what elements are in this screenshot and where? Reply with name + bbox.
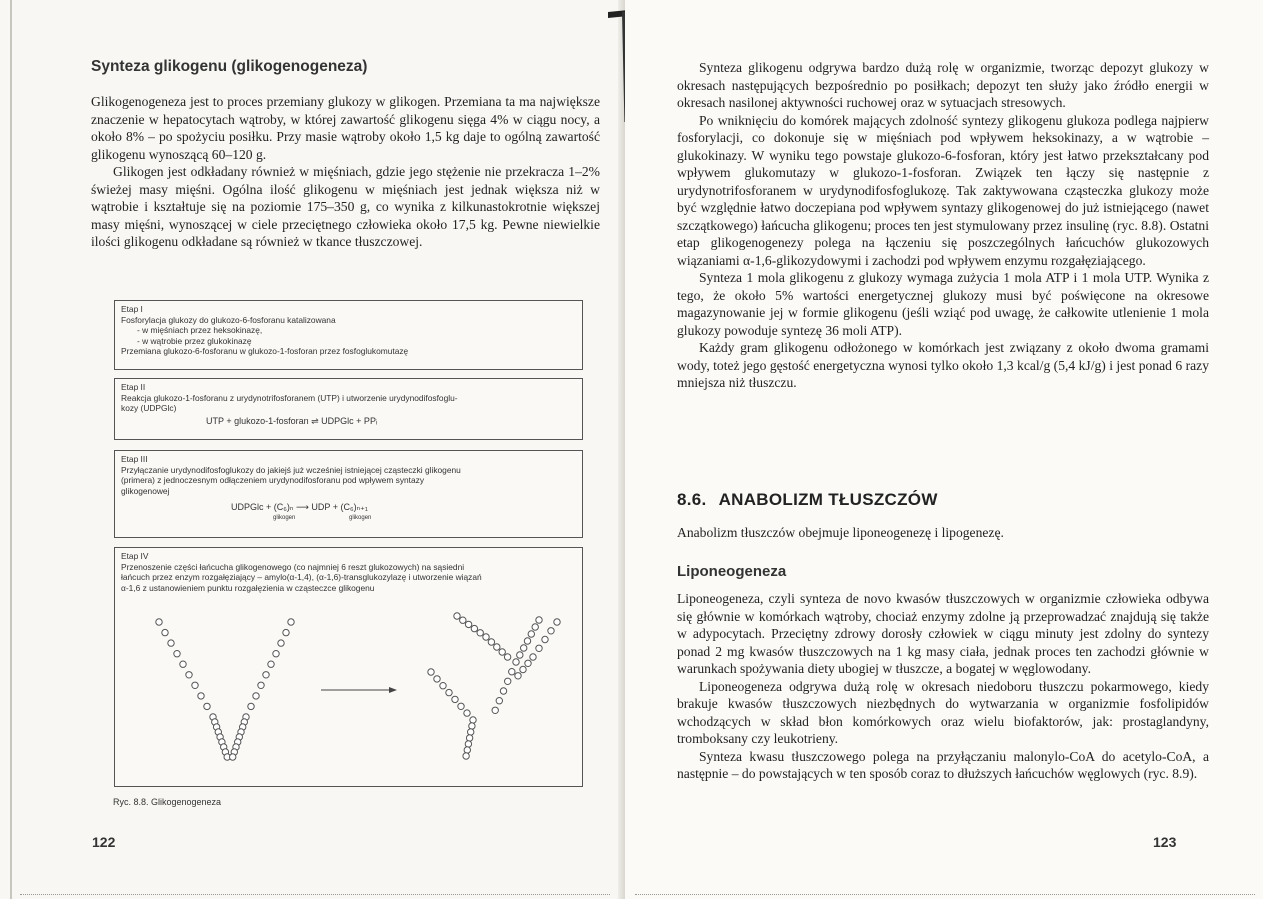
glucose-residue — [524, 638, 530, 644]
glucose-residue — [156, 619, 162, 625]
glucose-residue — [464, 710, 470, 716]
stage-line: - w wątrobie przez glukokinazę — [137, 335, 252, 346]
glucose-residue — [168, 640, 174, 646]
glucose-residue — [492, 707, 498, 713]
glucose-residue — [483, 634, 489, 640]
glucose-residue — [434, 676, 440, 682]
glucose-residue — [180, 661, 186, 667]
glucose-residue — [499, 649, 505, 655]
glucose-residue — [230, 754, 236, 760]
glycogen-before-branching — [156, 619, 294, 760]
glucose-residue — [278, 640, 284, 646]
glucose-residue — [460, 617, 466, 623]
paragraph: Po wniknięciu do komórek mających zdolność syntezy glikogenu glukoza podlega najpierw fosforylacji, co dokonuje się w mięśniach pod wpływem heksokinazy, a w wątrobie – glukokinazy. W wyniku tego powstaje glukozo-6-fosforan, który jest łatwo przekształcany pod wpływem glukomutazy w glukozo-1-fosforan. Związek ten łączy się następnie z urydynotrifosforanem w urydynodifosfoglukozę. Tak zaktywowana cząsteczka glukozy może być względnie łatwo doczepiana pod wpływem syntazy glikogenowej do już istniejącego (nawet szczątkowego) łańcucha glikogenu; proces ten jest stymulowany przez insulinę (ryc. 8.8). Ostatni etap glikogenogenezy polega na łączeniu się poszczególnych łańcuchów glukozowych wiązaniami α-1,6-glikozydowymi i zachodzi pod wpływem enzymu rozgałęziającego. — [677, 112, 1209, 268]
section-title-glycogen-synthesis: Synteza glikogenu (glikogenogeneza) — [91, 58, 368, 75]
glucose-residue — [488, 639, 494, 645]
glucose-residue — [520, 666, 526, 672]
stage-line: Fosforylacja glukozy do glukozo-6-fosforanu katalizowana — [121, 314, 336, 325]
stage-3-box — [114, 450, 583, 538]
glucose-residue — [428, 669, 434, 675]
glucose-residue — [517, 652, 523, 658]
stage-line: Przemiana glukozo-6-fosforanu w glukozo-1-fosforan przez fosfoglukomutazę — [121, 346, 409, 356]
glycogen-branching-diagram — [121, 602, 576, 782]
glucose-residue — [465, 621, 471, 627]
figure-caption: Ryc. 8.8. Glikogenogeneza — [113, 797, 222, 807]
glucose-residue — [273, 651, 279, 657]
glucose-residue — [504, 654, 510, 660]
glucose-residue — [464, 747, 470, 753]
stage-title: Etap III — [121, 454, 148, 464]
paragraph: Glikogen jest odkładany również w mięśniach, gdzie jego stężenie nie przekracza 1–2% świeżej masy mięśni. Ogólna ilość glikogenu w mięśniach jest jednak większa niż w wątrobie i kształtuje się na poziomie 175–350 g, co wynika z kilkunastokrotnie większej masy mięśni, wynoszącej w ciele przeciętnego człowieka około 17,5 kg. Pewne niewielkie ilości glikogenu odkładane są również w tkance tłuszczowej. — [91, 164, 600, 249]
glucose-residue — [500, 688, 506, 694]
liponeogenesis-text — [677, 590, 1209, 783]
stage-line: - w mięśniach przez heksokinazę, — [137, 325, 263, 335]
glucose-residue — [530, 654, 536, 660]
stage-title: Etap I — [121, 304, 143, 314]
bottom-dotted-edge — [635, 893, 1255, 895]
glucose-residue — [554, 619, 560, 625]
chapter-number: 8.6. — [677, 490, 707, 509]
glucose-residue — [548, 628, 554, 634]
glucose-residue — [470, 717, 476, 723]
glucose-residue — [525, 660, 531, 666]
sublabel-left: glikogen — [273, 514, 296, 521]
stage-line: kozy (UDPGlc) — [121, 403, 177, 413]
glucose-residue — [452, 696, 458, 702]
glucose-residue — [494, 644, 500, 650]
paragraph: Liponeogeneza odgrywa dużą rolę w okresach niedoboru tłuszczu pokarmowego, kiedy brakuje kwasów tłuszczowych niezbędnych do wytwarzania w organizmie fosfolipidów wchodzących w skład błon komórkowych oraz wielu biofaktorów, jak: prostaglandyny, tromboksany czy leukotrieny. — [677, 678, 1209, 746]
glucose-residue — [465, 741, 471, 747]
glucose-residue — [466, 735, 472, 741]
glucose-residue — [469, 723, 475, 729]
glucose-residue — [496, 698, 502, 704]
glucose-residue — [186, 672, 192, 678]
glucose-residue — [204, 703, 210, 709]
stage-line: Przenoszenie części łańcucha glikogenowego (co najmniej 6 reszt glukozowych) na sąsiedni — [121, 561, 465, 572]
glucose-residue — [198, 693, 204, 699]
glucose-residue — [521, 645, 527, 651]
glucose-residue — [536, 645, 542, 651]
equation-sublabels — [121, 513, 576, 524]
glucose-residue — [458, 703, 464, 709]
glucose-residue — [446, 689, 452, 695]
glucose-residue — [248, 703, 254, 709]
glucose-residue — [505, 678, 511, 684]
glucose-residue — [509, 669, 515, 675]
paragraph: Glikogenogeneza jest to proces przemiany glukozy w glikogen. Przemiana ta ma największe znaczenie w hepatocytach wątroby, w której zawartość glikogenu sięga 4% w ciągu nocy, a około 8% – po spożyciu posiłku. Przy masie wątroby około 1,5 kg daje to ogólną zawartość glikogenu wynoszącą 60–120 g. — [91, 94, 600, 162]
stage-2-box — [114, 378, 583, 440]
glucose-residue — [477, 630, 483, 636]
paragraph: Synteza 1 mola glikogenu z glukozy wymaga zużycia 1 mola ATP i 1 mola UTP. Wynika z tego, że około 5% wartości energetycznej glukozy musi być poświęcone na okresowe magazynowanie jej w formie glikogenu (jeśli wziąć pod uwagę, że całkowite utlenienie 1 mola glukozy powoduje syntezę 36 moli ATP). — [677, 270, 1209, 338]
glucose-residue — [463, 753, 469, 759]
page-edge-line — [10, 0, 12, 899]
glucose-residue — [192, 682, 198, 688]
stage-title: Etap II — [121, 382, 146, 392]
glucose-residue — [253, 693, 259, 699]
glucose-residue — [468, 729, 474, 735]
bottom-dotted-edge — [20, 893, 610, 895]
stage-line: (primera) z jednoczesnym odłączeniem urydynodifosforanu pod wpływem syntazy — [121, 475, 425, 485]
glucose-residue — [283, 629, 289, 635]
stage-title: Etap IV — [121, 551, 149, 561]
stage-line: Przyłączanie urydynodifosfoglukozy do jakiejś już wcześniej istniejącej cząsteczki glikogenu — [121, 464, 461, 475]
page-number-left: 122 — [92, 834, 116, 850]
glucose-residue — [542, 636, 548, 642]
right-body-text — [677, 59, 1209, 392]
reaction-equation: UTP + glukozo-1-fosforan ⇌ UDPGlc + PPᵢ — [206, 415, 378, 426]
left-page — [0, 0, 625, 899]
glucose-residue — [536, 617, 542, 623]
stage-4-box — [114, 547, 583, 787]
glucose-residue — [258, 682, 264, 688]
stage-line: łańcuch przez enzym rozgałęziający – amylo(α-1,4), (α-1,6)-transglukozylazę i utworzenie wiązań — [121, 572, 482, 582]
subsection-title-liponeogenesis: Liponeogeneza — [677, 563, 787, 580]
glycogen-after-branching — [428, 613, 560, 759]
chapter-heading — [677, 490, 938, 510]
glucose-residue — [162, 629, 168, 635]
stage-line: α-1,6 z ustanowieniem punktu rozgałęzienia w cząsteczce glikogenu — [121, 582, 375, 593]
glucose-residue — [513, 659, 519, 665]
paragraph: Synteza glikogenu odgrywa bardzo dużą rolę w organizmie, tworząc depozyt glukozy w okresach następujących bezpośrednio po posiłkach; depozyt ten służy jako źródło energii w okresach nasilonej aktywności ruchowej oraz w sytuacjach stresowych. — [677, 60, 1209, 110]
right-page — [625, 0, 1263, 899]
paragraph: Synteza kwasu tłuszczowego polega na przyłączaniu malonylo-CoA do acetylo-CoA, a następnie – do powstających w ten sposób coraz to dłuższych łańcuchów węglowych (ryc. 8.9). — [677, 748, 1209, 781]
paragraph: Każdy gram glikogenu odłożonego w komórkach jest związany z około dwoma gramami wody, toteż jego gęstość energetyczna wynosi tylko około 1,3 kcal/g (5,4 kJ/g) i jest ponad 6 razy mniejsza niż tłuszczu. — [677, 340, 1209, 390]
stage-line: Reakcja glukozo-1-fosforanu z urydynotrifosforanem (UTP) i utworzenie urydynodifosfoglu- — [121, 392, 458, 403]
glucose-residue — [515, 673, 521, 679]
paragraph: Liponeogeneza, czyli synteza de novo kwasów tłuszczowych w organizmie człowieka odbywa się głównie w komórkach wątroby, chociaż enzymy zdolne ją przeprowadzać znajdują się także w adypocytach. Przeciętny zdrowy dorosły człowiek w ciągu minuty jest zdolny do syntezy ponad 2 mg kwasów tłuszczowych na 1 kg masy ciała, jednak proces ten zachodzi głównie w warunkach spożywania diety ubogiej w tłuszcze, a bogatej w węglowodany. — [677, 591, 1209, 676]
glucose-residue — [288, 619, 294, 625]
glucose-residue — [528, 631, 534, 637]
glucose-residue — [263, 672, 269, 678]
chapter-intro: Anabolizm tłuszczów obejmuje liponeogenezę i lipogenezę. — [677, 525, 1004, 540]
sublabel-right: glikogen — [349, 514, 372, 521]
glucose-residue — [174, 651, 180, 657]
page-number-right: 123 — [1153, 834, 1177, 850]
glucose-residue — [440, 683, 446, 689]
reaction-arrowhead — [389, 687, 397, 693]
reaction-equation: UDPGlc + (C₆)ₙ ⟶ UDP + (C₆)ₙ₊₁ — [231, 502, 368, 512]
glucose-residue — [454, 613, 460, 619]
left-body-text — [91, 93, 600, 251]
glucose-residue — [532, 624, 538, 630]
glucose-residue — [471, 625, 477, 631]
glucose-residue — [268, 661, 274, 667]
chapter-title: ANABOLIZM TŁUSZCZÓW — [718, 490, 938, 509]
stage-1-box — [114, 300, 583, 370]
stage-line: glikogenowej — [121, 485, 170, 496]
